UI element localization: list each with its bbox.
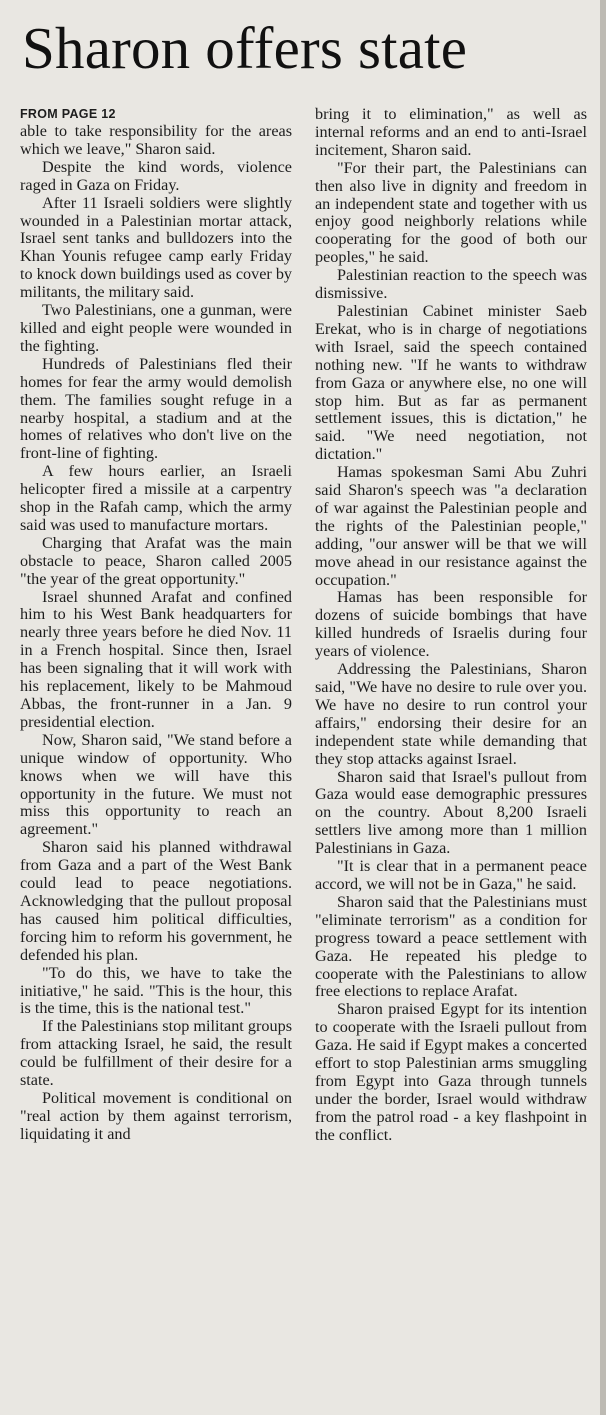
- paragraph: Sharon praised Egypt for its intention to cooperate with the Israeli pullout from Gaza. He said if Egypt makes a concerted effort to stop Palestinian arms smuggling from Egypt into Gaza through tunnels under the border, Israel would withdraw from the patrol road - a key flashpoint in the conflict.: [315, 1000, 587, 1144]
- paragraph: "For their part, the Palestinians can then also live in dignity and freedom in an independent state and together with us enjoy good neighborly relations while cooperating for the good of both our peoples," he said.: [315, 158, 587, 267]
- headline: Sharon offers state: [22, 15, 468, 81]
- paragraph: Palestinian Cabinet minister Saeb Erekat, who is in charge of negotiations with Israel, said the speech contained nothing new. "If he wants to withdraw from Gaza or anywhere else, no one will stop him. But as far as permanent settlement issues, this is dictation," he said. "We need negotiation, not dictation.": [315, 301, 587, 464]
- paragraph: Hamas has been responsible for dozens of suicide bombings that have killed hundreds of Israelis during four years of violence.: [315, 588, 587, 661]
- paragraph: Israel shunned Arafat and confined him to his West Bank headquarters for nearly three years before he died Nov. 11 in a French hospital. Since then, Israel has been signaling that it will work with his replacement, likely to be Mahmoud Abbas, the front-runner in a Jan. 9 presidential election.: [20, 587, 292, 731]
- paragraph: Palestinian reaction to the speech was dismissive.: [315, 266, 587, 303]
- paragraph: Now, Sharon said, "We stand before a unique window of opportunity. Who knows when we will have this opportunity in the future. We must not miss this opportunity to reach an agreement.": [20, 730, 292, 839]
- paragraph: Sharon said that the Palestinians must "eliminate terrorism" as a condition for progress toward a peace settlement with Gaza. He repeated his pledge to cooperate with the Palestinians to allow free elections to replace Arafat.: [315, 892, 587, 1001]
- paragraph: If the Palestinians stop militant groups from attacking Israel, he said, the result could be fulfillment of their desire for a state.: [20, 1017, 292, 1090]
- paragraph: After 11 Israeli soldiers were slightly wounded in a Palestinian mortar attack, Israel sent tanks and bulldozers into the Khan Younis refugee camp early Friday to knock down buildings used as cover by militants, the military said.: [20, 193, 293, 302]
- paragraph: Sharon said that Israel's pullout from Gaza would ease demographic pressures on the country. About 8,200 Israeli settlers live among more than 1 million Palestinians in Gaza.: [315, 767, 587, 858]
- scan-edge: [600, 0, 606, 1415]
- paragraph: Hamas spokesman Sami Abu Zuhri said Sharon's speech was "a declaration of war against the Palestinian people and the rights of the Palestinian people," adding, "our answer will be that we will move ahead in our resistance against the occupation.": [315, 463, 587, 589]
- paragraph: Charging that Arafat was the main obstacle to peace, Sharon called 2005 "the year of the great opportunity.": [20, 533, 292, 588]
- paragraph: Political movement is conditional on "real action by them against terrorism, liquidating it and: [20, 1088, 292, 1143]
- paragraph: Addressing the Palestinians, Sharon said, "We have no desire to rule over you. We have no desire to run control your affairs," endorsing their desire for an independent state while demanding that they stop attacks against Israel.: [315, 660, 587, 768]
- paragraph: "To do this, we have to take the initiative," he said. "This is the hour, this is the time, this is the national test.": [20, 963, 292, 1018]
- paragraph: Two Palestinians, one a gunman, were killed and eight people were wounded in the fighting.: [20, 301, 292, 355]
- paragraph: "It is clear that in a permanent peace accord, we will not be in Gaza," he said.: [315, 857, 587, 893]
- paragraph: bring it to elimination," as well as internal reforms and an end to anti-Israel incitement, Sharon said.: [315, 105, 587, 159]
- paragraph: A few hours earlier, an Israeli helicopter fired a missile at a carpentry shop in the Rafah camp, which the army said was used to manufacture mortars.: [20, 462, 292, 534]
- article-column-left: [20, 106, 292, 1144]
- paragraph: Despite the kind words, violence raged in Gaza on Friday.: [20, 157, 292, 194]
- paragraph: Sharon said his planned withdrawal from Gaza and a part of the West Bank could lead to peace negotiations. Acknowledging that the pullout proposal has caused him political difficulties, forcing him to reform his government, he defended his plan.: [20, 838, 292, 964]
- jump-line: FROM PAGE 12: [20, 107, 116, 121]
- article-column-right: [315, 106, 587, 1145]
- paragraph: able to take responsibility for the areas which we leave," Sharon said.: [20, 122, 292, 158]
- paragraph: Hundreds of Palestinians fled their homes for fear the army would demolish them. The families sought refuge in a nearby hospital, a stadium and at the homes of relatives who don't live on the front-line of fighting.: [20, 354, 292, 463]
